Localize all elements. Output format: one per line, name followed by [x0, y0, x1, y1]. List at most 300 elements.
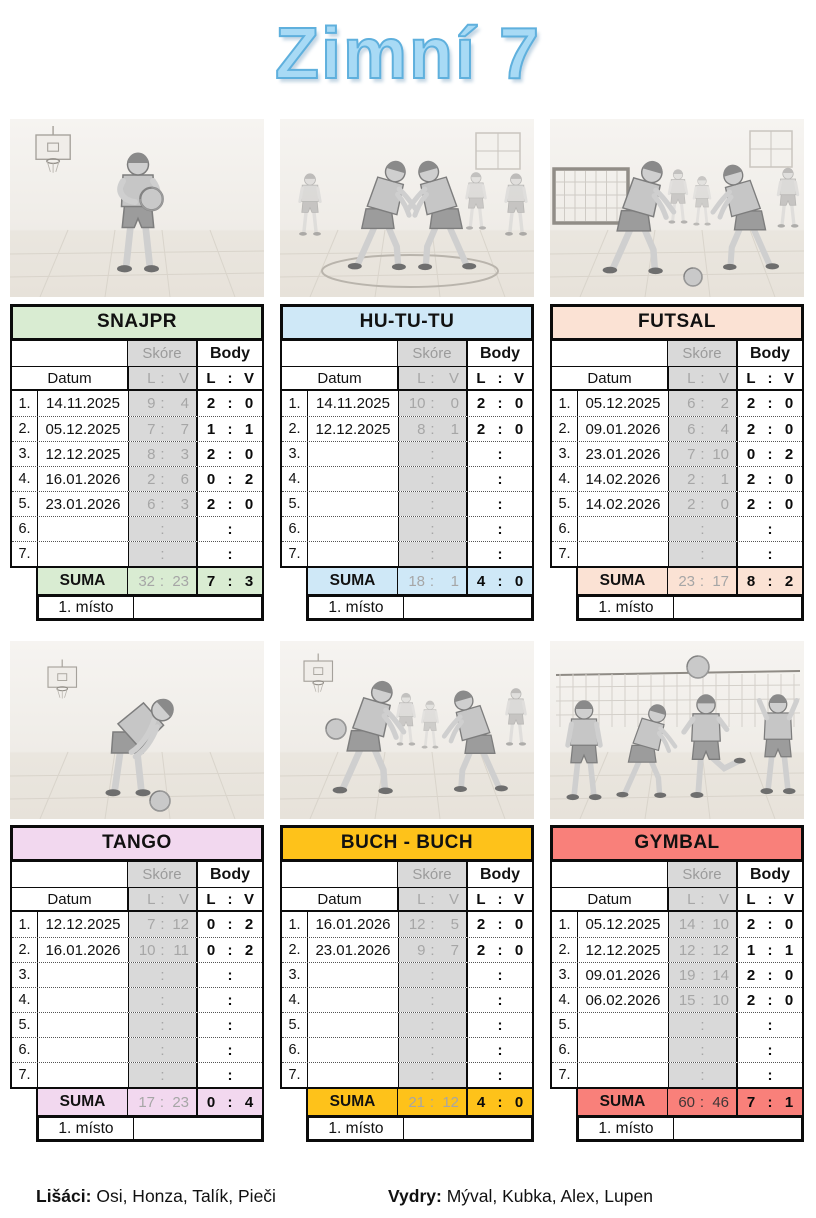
match-date	[308, 467, 398, 491]
table-columns-row	[282, 888, 532, 912]
match-number: 2.	[12, 938, 38, 962]
suma-row	[36, 568, 264, 594]
match-score: 6 : 2	[668, 391, 738, 416]
match-points: 0 : 2	[746, 445, 794, 463]
vydry-roster	[388, 1186, 653, 1207]
match-date: 09.01.2026	[585, 420, 661, 438]
score-card-band-bottom	[0, 825, 816, 1142]
match-points: 2 : 0	[476, 916, 524, 934]
match-date: 23.01.2026	[585, 445, 661, 463]
table-columns-row	[12, 367, 262, 391]
match-points: 2 : 0	[206, 495, 254, 513]
match-score: :	[128, 988, 198, 1012]
illustration-band-bottom	[0, 641, 816, 819]
match-score: 7 : 7	[128, 417, 198, 441]
score-table	[280, 862, 534, 1089]
match-date: 14.02.2026	[585, 495, 661, 513]
score-column-header: Skóre	[128, 862, 198, 887]
match-row	[552, 416, 802, 441]
table-columns-row	[552, 888, 802, 912]
match-number: 7.	[552, 1063, 578, 1087]
match-row	[12, 987, 262, 1012]
match-points: :	[767, 1066, 773, 1084]
match-points: :	[497, 495, 503, 513]
match-row	[12, 416, 262, 441]
first-place-label: 1. místo	[39, 1118, 134, 1139]
match-row	[282, 912, 532, 937]
match-row	[552, 541, 802, 566]
match-number: 3.	[12, 963, 38, 987]
match-score: :	[398, 1013, 468, 1037]
match-row	[552, 1012, 802, 1037]
table-subheader-row	[552, 341, 802, 367]
match-date: 12.12.2025	[45, 916, 121, 934]
two-boys-playing-indoor-soccer-sketch	[550, 119, 804, 297]
match-score: 15 : 10	[668, 988, 738, 1012]
points-lv-header: L : V	[746, 369, 794, 387]
page-title: Zimní 7	[274, 14, 542, 94]
table-subheader-row	[282, 862, 532, 888]
match-score: 6 : 4	[668, 417, 738, 441]
match-score: 7 : 10	[668, 442, 738, 466]
hututu-illustration	[280, 119, 534, 297]
match-date	[308, 963, 398, 987]
match-points: :	[227, 1066, 233, 1084]
points-lv-header: L : V	[206, 890, 254, 908]
match-number: 3.	[552, 442, 578, 466]
match-date	[308, 542, 398, 566]
match-points: 2 : 0	[746, 470, 794, 488]
match-row	[282, 391, 532, 416]
match-points: :	[767, 1016, 773, 1034]
team-name: TANGO	[10, 825, 264, 862]
match-score: 10 : 0	[398, 391, 468, 416]
match-date	[38, 1013, 128, 1037]
empty-cell	[12, 862, 128, 887]
match-points: :	[497, 520, 503, 538]
match-points: 0 : 2	[206, 470, 254, 488]
suma-score: 17 : 23	[128, 1089, 198, 1115]
match-number: 3.	[282, 963, 308, 987]
match-points: :	[497, 545, 503, 563]
match-score: 7 : 12	[128, 912, 198, 937]
score-table	[280, 341, 534, 568]
match-points: :	[767, 520, 773, 538]
buchbuch-illustration	[280, 641, 534, 819]
points-lv-header: L : V	[476, 369, 524, 387]
first-place-row	[576, 594, 804, 621]
match-points: 2 : 0	[206, 445, 254, 463]
match-number: 1.	[552, 391, 578, 416]
match-number: 4.	[552, 467, 578, 491]
match-points: :	[227, 1041, 233, 1059]
gymbal-illustration	[550, 641, 804, 819]
match-score: :	[398, 1063, 468, 1087]
match-date: 23.01.2026	[45, 495, 121, 513]
match-date: 14.02.2026	[585, 470, 661, 488]
first-place-label: 1. místo	[579, 597, 674, 618]
date-column-header: Datum	[282, 888, 398, 910]
match-score: 12 : 5	[398, 912, 468, 937]
match-points: :	[497, 445, 503, 463]
team-card-gymbal	[550, 825, 804, 1142]
match-date	[578, 1038, 668, 1062]
match-score: 10 : 11	[128, 938, 198, 962]
score-lv-header: L : V	[668, 367, 738, 389]
match-score: :	[398, 517, 468, 541]
score-table	[10, 862, 264, 1089]
match-date	[38, 517, 128, 541]
match-row	[552, 466, 802, 491]
suma-label: SUMA	[38, 568, 128, 594]
empty-cell	[12, 341, 128, 366]
empty-cell	[282, 341, 398, 366]
match-points: 2 : 0	[746, 420, 794, 438]
match-points: :	[227, 991, 233, 1009]
match-score: 8 : 3	[128, 442, 198, 466]
match-row	[282, 491, 532, 516]
match-score: :	[128, 1013, 198, 1037]
match-score: :	[668, 542, 738, 566]
match-number: 6.	[12, 517, 38, 541]
score-column-header: Skóre	[398, 862, 468, 887]
two-boys-wrestling-in-circle-sketch	[280, 119, 534, 297]
table-subheader-row	[12, 862, 262, 888]
score-column-header: Skóre	[668, 862, 738, 887]
match-score: :	[128, 517, 198, 541]
first-place-label: 1. místo	[309, 597, 404, 618]
match-date: 09.01.2026	[585, 966, 661, 984]
score-table	[10, 341, 264, 568]
match-number: 5.	[12, 1013, 38, 1037]
first-place-value	[674, 1118, 801, 1139]
match-points: :	[227, 545, 233, 563]
match-number: 3.	[552, 963, 578, 987]
match-row	[12, 1037, 262, 1062]
match-score: 19 : 14	[668, 963, 738, 987]
suma-label: SUMA	[308, 1089, 398, 1115]
match-date	[308, 442, 398, 466]
match-number: 2.	[552, 938, 578, 962]
empty-cell	[552, 341, 668, 366]
match-score: 9 : 4	[128, 391, 198, 416]
team-card-tango	[10, 825, 264, 1142]
match-row	[12, 1062, 262, 1087]
match-points: :	[767, 1041, 773, 1059]
score-table	[550, 341, 804, 568]
suma-score: 23 : 17	[668, 568, 738, 594]
match-row	[12, 541, 262, 566]
points-column-header: Body	[210, 344, 250, 362]
score-table	[550, 862, 804, 1089]
match-number: 1.	[282, 912, 308, 937]
table-subheader-row	[552, 862, 802, 888]
match-row	[12, 441, 262, 466]
first-place-row	[36, 594, 264, 621]
match-date	[308, 492, 398, 516]
suma-points: 4 : 0	[476, 1093, 524, 1111]
match-date	[308, 988, 398, 1012]
match-score: :	[398, 1038, 468, 1062]
match-score: :	[128, 1063, 198, 1087]
first-place-row	[36, 1115, 264, 1142]
match-points: :	[497, 1066, 503, 1084]
illustration-band-top	[0, 119, 816, 297]
date-column-header: Datum	[12, 367, 128, 389]
match-date	[38, 542, 128, 566]
match-row	[282, 962, 532, 987]
match-points: 0 : 2	[206, 916, 254, 934]
match-number: 1.	[282, 391, 308, 416]
first-place-row	[306, 1115, 534, 1142]
snajpr-illustration	[10, 119, 264, 297]
lisaci-players: Osi, Honza, Talík, Pieči	[96, 1186, 276, 1206]
match-points: :	[497, 966, 503, 984]
match-number: 7.	[282, 1063, 308, 1087]
suma-label: SUMA	[38, 1089, 128, 1115]
match-row	[12, 516, 262, 541]
match-score: :	[398, 963, 468, 987]
match-date	[38, 963, 128, 987]
match-score: :	[398, 492, 468, 516]
suma-row	[576, 568, 804, 594]
match-points: :	[767, 545, 773, 563]
match-date	[308, 1063, 398, 1087]
match-date: 12.12.2025	[45, 445, 121, 463]
suma-points: 0 : 4	[206, 1093, 254, 1111]
match-date: 14.11.2025	[46, 395, 120, 413]
match-row	[552, 1062, 802, 1087]
suma-label: SUMA	[308, 568, 398, 594]
match-row	[12, 391, 262, 416]
score-column-header: Skóre	[398, 341, 468, 366]
match-row	[552, 962, 802, 987]
four-boys-ball-in-air-volleyball-sketch	[550, 641, 804, 819]
match-row	[12, 1012, 262, 1037]
points-lv-header: L : V	[476, 890, 524, 908]
score-column-header: Skóre	[128, 341, 198, 366]
match-number: 4.	[552, 988, 578, 1012]
suma-score: 18 : 1	[398, 568, 468, 594]
boy-holding-ball-gym-sketch	[10, 119, 264, 297]
points-lv-header: L : V	[746, 890, 794, 908]
match-points: :	[227, 520, 233, 538]
match-date	[38, 1038, 128, 1062]
match-points: :	[497, 470, 503, 488]
match-row	[552, 912, 802, 937]
match-number: 2.	[552, 417, 578, 441]
match-row	[552, 441, 802, 466]
match-row	[12, 491, 262, 516]
match-number: 6.	[552, 1038, 578, 1062]
first-place-value	[134, 1118, 261, 1139]
match-number: 4.	[282, 467, 308, 491]
futsal-illustration	[550, 119, 804, 297]
match-row	[282, 466, 532, 491]
vydry-label: Vydry:	[388, 1186, 442, 1206]
match-date	[578, 542, 668, 566]
suma-score: 32 : 23	[128, 568, 198, 594]
team-card-buchbuch	[280, 825, 534, 1142]
empty-cell	[552, 862, 668, 887]
match-points: :	[227, 966, 233, 984]
match-row	[282, 987, 532, 1012]
match-date	[308, 1038, 398, 1062]
match-score: :	[668, 517, 738, 541]
match-score: :	[398, 988, 468, 1012]
points-lv-header: L : V	[206, 369, 254, 387]
match-date	[578, 517, 668, 541]
table-subheader-row	[12, 341, 262, 367]
match-points: 2 : 0	[476, 420, 524, 438]
date-column-header: Datum	[552, 888, 668, 910]
match-row	[282, 516, 532, 541]
match-date	[308, 517, 398, 541]
date-column-header: Datum	[282, 367, 398, 389]
match-score: :	[128, 1038, 198, 1062]
team-name: FUTSAL	[550, 304, 804, 341]
match-score: 14 : 10	[668, 912, 738, 937]
match-date	[38, 1063, 128, 1087]
table-subheader-row	[282, 341, 532, 367]
match-row	[552, 491, 802, 516]
match-number: 4.	[12, 467, 38, 491]
score-lv-header: L : V	[128, 888, 198, 910]
team-name: BUCH - BUCH	[280, 825, 534, 862]
match-date	[578, 1063, 668, 1087]
suma-score: 60 : 46	[668, 1089, 738, 1115]
match-number: 1.	[12, 391, 38, 416]
match-date: 16.01.2026	[45, 941, 121, 959]
lisaci-roster	[36, 1186, 276, 1207]
match-score: 12 : 12	[668, 938, 738, 962]
match-points: 2 : 0	[476, 395, 524, 413]
first-place-value	[134, 597, 261, 618]
match-number: 3.	[12, 442, 38, 466]
match-score: :	[398, 467, 468, 491]
match-points: :	[497, 1016, 503, 1034]
match-row	[552, 516, 802, 541]
team-name: SNAJPR	[10, 304, 264, 341]
match-score: :	[668, 1063, 738, 1087]
score-card-band-top	[0, 304, 816, 621]
match-date	[308, 1013, 398, 1037]
match-row	[552, 391, 802, 416]
match-score: :	[128, 542, 198, 566]
match-points: 2 : 0	[746, 395, 794, 413]
suma-row	[306, 1089, 534, 1115]
first-place-label: 1. místo	[309, 1118, 404, 1139]
score-lv-header: L : V	[668, 888, 738, 910]
first-place-value	[404, 597, 531, 618]
match-date: 06.02.2026	[585, 991, 661, 1009]
match-score: :	[398, 442, 468, 466]
match-row	[552, 937, 802, 962]
match-number: 5.	[552, 1013, 578, 1037]
suma-points: 7 : 3	[206, 572, 254, 590]
match-date	[38, 988, 128, 1012]
tango-illustration	[10, 641, 264, 819]
match-number: 5.	[282, 492, 308, 516]
match-date: 12.12.2025	[585, 941, 661, 959]
match-number: 6.	[282, 1038, 308, 1062]
match-number: 5.	[552, 492, 578, 516]
date-column-header: Datum	[552, 367, 668, 389]
match-number: 1.	[12, 912, 38, 937]
match-number: 6.	[552, 517, 578, 541]
match-score: 2 : 6	[128, 467, 198, 491]
boy-bending-over-ball-sketch	[10, 641, 264, 819]
empty-cell	[282, 862, 398, 887]
match-points: 0 : 2	[206, 941, 254, 959]
match-points: 2 : 0	[746, 966, 794, 984]
match-points: 2 : 0	[206, 395, 254, 413]
match-score: 8 : 1	[398, 417, 468, 441]
match-number: 3.	[282, 442, 308, 466]
suma-points: 4 : 0	[476, 572, 524, 590]
suma-score: 21 : 12	[398, 1089, 468, 1115]
score-column-header: Skóre	[668, 341, 738, 366]
match-number: 7.	[12, 542, 38, 566]
team-card-snajpr	[10, 304, 264, 621]
match-row	[282, 416, 532, 441]
match-row	[282, 1037, 532, 1062]
match-number: 2.	[282, 417, 308, 441]
first-place-row	[306, 594, 534, 621]
match-date: 14.11.2025	[316, 395, 390, 413]
suma-label: SUMA	[578, 568, 668, 594]
match-points: 2 : 0	[746, 495, 794, 513]
match-row	[12, 912, 262, 937]
boy-throwing-ball-dodgeball-sketch	[280, 641, 534, 819]
match-score: 6 : 3	[128, 492, 198, 516]
points-column-header: Body	[480, 865, 520, 883]
match-score: :	[128, 963, 198, 987]
team-card-hututu	[280, 304, 534, 621]
suma-row	[36, 1089, 264, 1115]
match-number: 5.	[282, 1013, 308, 1037]
match-row	[282, 541, 532, 566]
points-column-header: Body	[480, 344, 520, 362]
points-column-header: Body	[750, 344, 790, 362]
first-place-label: 1. místo	[579, 1118, 674, 1139]
match-row	[282, 441, 532, 466]
match-number: 1.	[552, 912, 578, 937]
match-score: :	[668, 1013, 738, 1037]
points-column-header: Body	[750, 865, 790, 883]
match-points: 2 : 0	[746, 991, 794, 1009]
match-date	[578, 1013, 668, 1037]
suma-row	[576, 1089, 804, 1115]
points-column-header: Body	[210, 865, 250, 883]
match-row	[12, 466, 262, 491]
match-number: 4.	[12, 988, 38, 1012]
match-number: 4.	[282, 988, 308, 1012]
vydry-players: Mýval, Kubka, Alex, Lupen	[446, 1186, 653, 1206]
match-points: :	[497, 1041, 503, 1059]
first-place-value	[404, 1118, 531, 1139]
score-lv-header: L : V	[398, 888, 468, 910]
team-name: HU-TU-TU	[280, 304, 534, 341]
suma-points: 7 : 1	[746, 1093, 794, 1111]
team-name: GYMBAL	[550, 825, 804, 862]
match-score: 2 : 1	[668, 467, 738, 491]
match-date: 16.01.2026	[315, 916, 391, 934]
match-date: 16.01.2026	[45, 470, 121, 488]
match-row	[12, 937, 262, 962]
match-points: 1 : 1	[746, 941, 794, 959]
match-number: 2.	[12, 417, 38, 441]
